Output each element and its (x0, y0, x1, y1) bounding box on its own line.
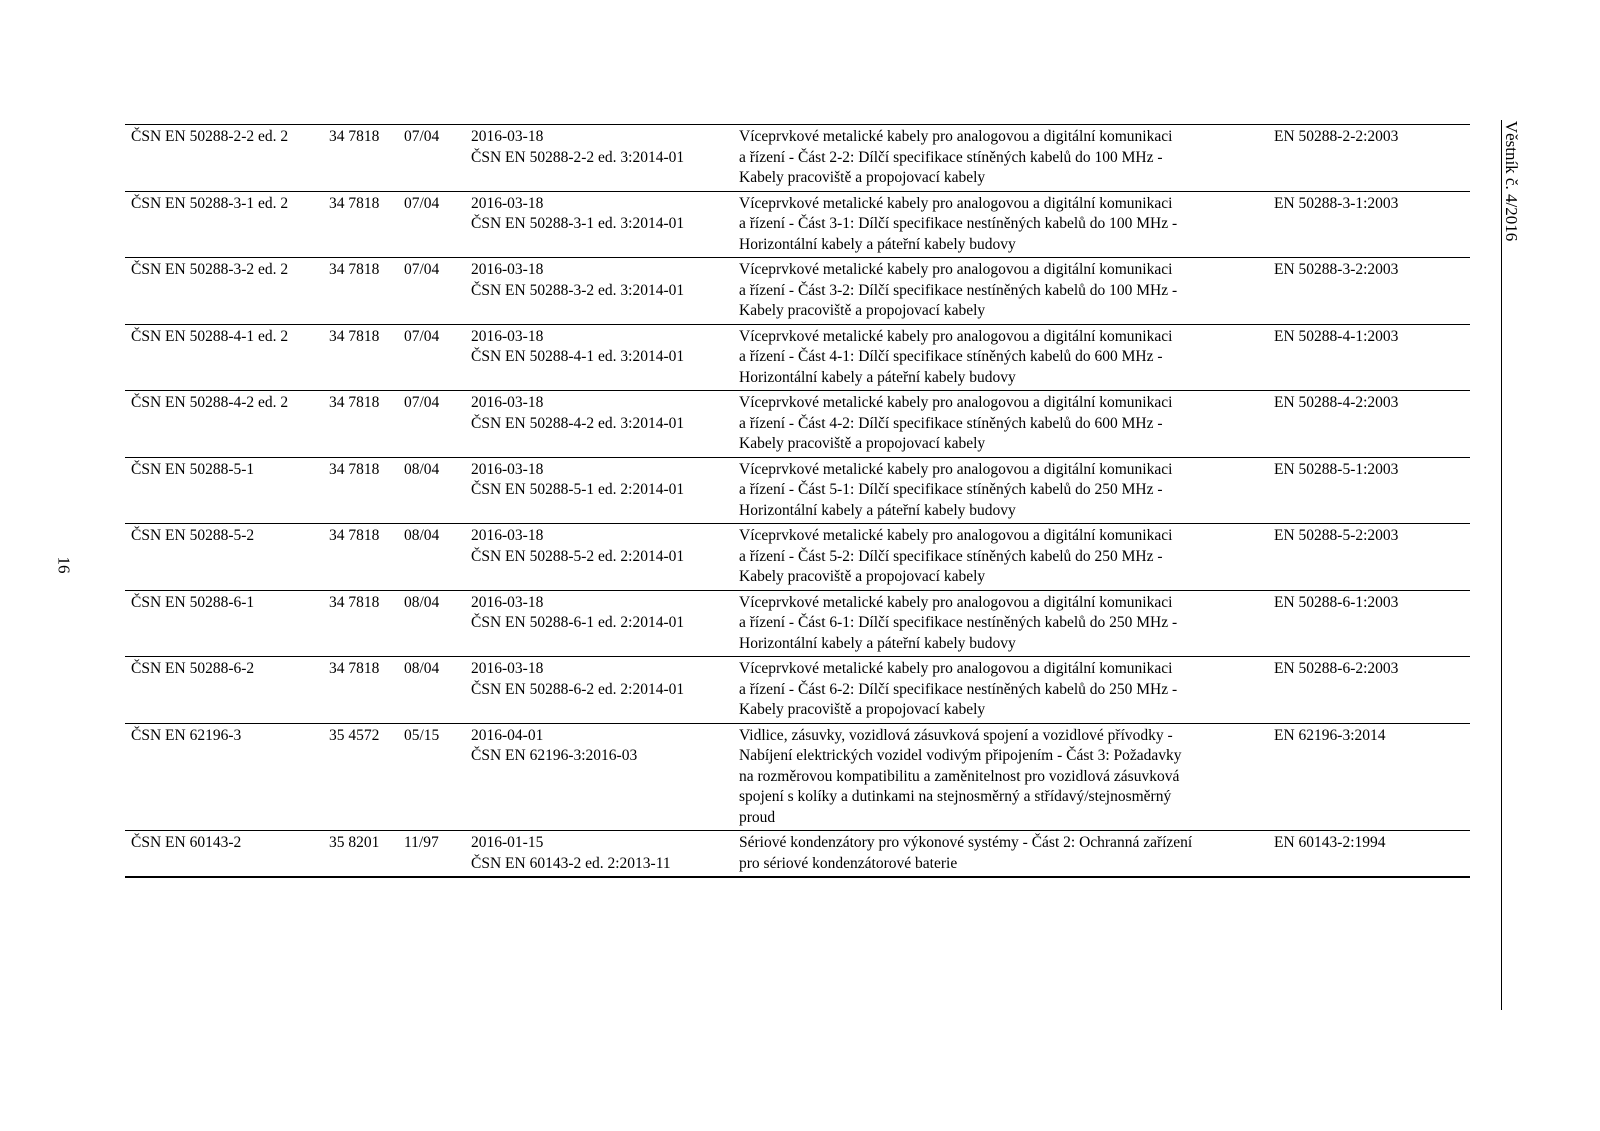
withdrawal-cell (465, 191, 733, 258)
standard-designation-cell: ČSN EN 50288-5-2 (131, 527, 255, 544)
issue-date-cell: 07/04 (404, 327, 440, 345)
description-line: Kabely pracoviště a propojovací kabely (739, 435, 986, 452)
classification-cell: 34 7818 (329, 527, 380, 544)
en-standard-cell: EN 50288-6-2:2003 (1274, 660, 1399, 677)
standard-designation-cell: ČSN EN 50288-4-2 ed. 2 (131, 394, 289, 411)
table-row (125, 590, 1470, 657)
classification-cell: 34 7818 (329, 394, 380, 411)
en-standard-cell: EN 50288-3-1:2003 (1274, 194, 1399, 212)
table-row (125, 391, 1470, 458)
withdrawal-cell (465, 125, 733, 192)
description-line: a řízení - Část 5-1: Dílčí specifikace stíněných kabelů do 250 MHz - (739, 481, 1163, 498)
replacement-standard: ČSN EN 62196-3:2016-03 (471, 747, 638, 764)
en-standard-cell: EN 50288-4-1:2003 (1274, 327, 1399, 345)
en-standard-cell: EN 50288-3-2:2003 (1274, 261, 1399, 278)
en-standard-cell: EN 50288-5-2:2003 (1274, 527, 1399, 544)
description-cell (733, 657, 1268, 724)
replacement-standard: ČSN EN 50288-4-2 ed. 3:2014-01 (471, 414, 685, 432)
description-line: a řízení - Část 2-2: Dílčí specifikace stíněných kabelů do 100 MHz - (739, 148, 1163, 166)
classification-cell: 34 7818 (329, 327, 380, 345)
replacement-standard: ČSN EN 50288-5-1 ed. 2:2014-01 (471, 481, 685, 498)
description-line: Kabely pracoviště a propojovací kabely (739, 568, 986, 585)
standard-designation-cell: ČSN EN 50288-2-2 ed. 2 (131, 128, 289, 145)
withdrawal-date: 2016-03-18 (471, 394, 544, 411)
description-line: a řízení - Část 3-2: Dílčí specifikace nestíněných kabelů do 100 MHz - (739, 281, 1178, 299)
table-row (125, 657, 1470, 724)
description-cell (733, 723, 1268, 831)
issue-date-cell: 05/15 (404, 726, 440, 744)
classification-cell: 34 7818 (329, 128, 380, 145)
description-cell (733, 457, 1268, 524)
description-line: Kabely pracoviště a propojovací kabely (739, 169, 986, 186)
en-standard-cell: EN 62196-3:2014 (1274, 726, 1386, 744)
replacement-standard: ČSN EN 60143-2 ed. 2:2013-11 (471, 854, 671, 872)
description-line: Víceprvkové metalické kabely pro analogovou a digitální komunikaci (739, 128, 1173, 145)
withdrawal-cell (465, 831, 733, 878)
en-standard-cell: EN 50288-6-1:2003 (1274, 593, 1399, 611)
standard-designation-cell: ČSN EN 50288-4-1 ed. 2 (131, 327, 289, 345)
table-row (125, 723, 1470, 831)
description-line: Vidlice, zásuvky, vozidlová zásuvková spojení a vozidlové přívodky - (739, 726, 1173, 744)
replacement-standard: ČSN EN 50288-3-1 ed. 3:2014-01 (471, 215, 685, 232)
description-cell (733, 191, 1268, 258)
description-line: Kabely pracoviště a propojovací kabely (739, 302, 986, 319)
standards-table-wrapper (125, 124, 1470, 878)
issue-date-cell: 08/04 (404, 527, 440, 544)
issue-date-cell: 07/04 (404, 394, 440, 411)
description-line: pro sériové kondenzátorové baterie (739, 854, 958, 872)
issue-date-cell: 08/04 (404, 593, 440, 611)
table-row (125, 457, 1470, 524)
withdrawal-date: 2016-03-18 (471, 660, 544, 677)
issue-date-cell: 07/04 (404, 261, 440, 278)
table-row (125, 258, 1470, 325)
description-cell (733, 324, 1268, 391)
withdrawal-cell (465, 524, 733, 591)
table-body (125, 125, 1470, 878)
withdrawal-date: 2016-01-15 (471, 834, 544, 851)
description-line: Víceprvkové metalické kabely pro analogovou a digitální komunikaci (739, 460, 1173, 478)
issue-date-cell: 07/04 (404, 128, 440, 145)
description-cell (733, 125, 1268, 192)
table-row (125, 524, 1470, 591)
description-line: a řízení - Část 4-2: Dílčí specifikace stíněných kabelů do 600 MHz - (739, 414, 1163, 432)
description-line: Horizontální kabely a páteřní kabely budovy (739, 235, 1016, 253)
withdrawal-date: 2016-03-18 (471, 128, 544, 145)
description-line: Víceprvkové metalické kabely pro analogovou a digitální komunikaci (739, 593, 1173, 611)
description-cell (733, 524, 1268, 591)
standard-designation-cell: ČSN EN 50288-6-1 (131, 593, 255, 611)
description-line: a řízení - Část 6-2: Dílčí specifikace nestíněných kabelů do 250 MHz - (739, 680, 1178, 698)
standard-designation-cell: ČSN EN 60143-2 (131, 834, 242, 851)
description-line: na rozměrovou kompatibilitu a zaměnitelnost pro vozidlová zásuvková (739, 767, 1180, 785)
replacement-standard: ČSN EN 50288-6-1 ed. 2:2014-01 (471, 614, 685, 631)
withdrawal-date: 2016-04-01 (471, 726, 544, 744)
description-line: Horizontální kabely a páteřní kabely budovy (739, 501, 1016, 519)
issue-date-cell: 11/97 (404, 834, 439, 851)
page-number: 16 (54, 556, 74, 574)
withdrawal-cell (465, 324, 733, 391)
table-row (125, 191, 1470, 258)
issue-date-cell: 08/04 (404, 460, 440, 478)
classification-cell: 34 7818 (329, 660, 380, 677)
description-line: Víceprvkové metalické kabely pro analogovou a digitální komunikaci (739, 660, 1173, 677)
withdrawal-cell (465, 657, 733, 724)
withdrawal-date: 2016-03-18 (471, 194, 544, 212)
issue-date-cell: 08/04 (404, 660, 440, 677)
issue-date-cell: 07/04 (404, 194, 440, 212)
description-line: proud (739, 808, 776, 826)
description-line: a řízení - Část 6-1: Dílčí specifikace nestíněných kabelů do 250 MHz - (739, 614, 1178, 631)
withdrawal-cell (465, 391, 733, 458)
replacement-standard: ČSN EN 50288-6-2 ed. 2:2014-01 (471, 680, 685, 698)
description-line: Nabíjení elektrických vozidel vodivým připojením - Část 3: Požadavky (739, 747, 1182, 764)
right-margin-rule (1501, 120, 1502, 1010)
withdrawal-date: 2016-03-18 (471, 261, 544, 278)
description-line: Víceprvkové metalické kabely pro analogovou a digitální komunikaci (739, 327, 1173, 345)
table-row (125, 324, 1470, 391)
replacement-standard: ČSN EN 50288-5-2 ed. 2:2014-01 (471, 547, 685, 565)
replacement-standard: ČSN EN 50288-4-1 ed. 3:2014-01 (471, 348, 685, 365)
withdrawal-cell (465, 723, 733, 831)
en-standard-cell: EN 50288-4-2:2003 (1274, 394, 1399, 411)
standard-designation-cell: ČSN EN 50288-5-1 (131, 460, 255, 478)
classification-cell: 34 7818 (329, 194, 380, 212)
classification-cell: 34 7818 (329, 593, 380, 611)
withdrawal-date: 2016-03-18 (471, 527, 544, 544)
description-line: spojení s kolíky a dutinkami na stejnosměrný a střídavý/stejnosměrný (739, 788, 1172, 805)
description-cell (733, 590, 1268, 657)
description-line: Horizontální kabely a páteřní kabely budovy (739, 368, 1016, 386)
description-line: a řízení - Část 5-2: Dílčí specifikace stíněných kabelů do 250 MHz - (739, 547, 1163, 565)
replacement-standard: ČSN EN 50288-2-2 ed. 3:2014-01 (471, 148, 685, 166)
classification-cell: 35 8201 (329, 834, 380, 851)
standard-designation-cell: ČSN EN 50288-3-1 ed. 2 (131, 194, 289, 212)
withdrawal-date: 2016-03-18 (471, 593, 544, 611)
description-line: Víceprvkové metalické kabely pro analogovou a digitální komunikaci (739, 261, 1173, 278)
description-line: Víceprvkové metalické kabely pro analogovou a digitální komunikaci (739, 527, 1173, 544)
description-line: Víceprvkové metalické kabely pro analogovou a digitální komunikaci (739, 194, 1173, 212)
description-line: Víceprvkové metalické kabely pro analogovou a digitální komunikaci (739, 394, 1173, 411)
classification-cell: 35 4572 (329, 726, 380, 744)
standard-designation-cell: ČSN EN 50288-3-2 ed. 2 (131, 261, 289, 278)
withdrawal-cell (465, 457, 733, 524)
description-line: Sériové kondenzátory pro výkonové systémy - Část 2: Ochranná zařízení (739, 834, 1193, 851)
standard-designation-cell: ČSN EN 50288-6-2 (131, 660, 255, 677)
withdrawal-date: 2016-03-18 (471, 460, 544, 478)
withdrawal-cell (465, 590, 733, 657)
description-line: Kabely pracoviště a propojovací kabely (739, 701, 986, 718)
en-standard-cell: EN 60143-2:1994 (1274, 834, 1386, 851)
withdrawal-cell (465, 258, 733, 325)
withdrawal-date: 2016-03-18 (471, 327, 544, 345)
standard-designation-cell: ČSN EN 62196-3 (131, 726, 242, 744)
description-line: a řízení - Část 3-1: Dílčí specifikace nestíněných kabelů do 100 MHz - (739, 215, 1178, 232)
description-cell (733, 391, 1268, 458)
description-cell (733, 831, 1268, 878)
classification-cell: 34 7818 (329, 460, 380, 478)
table-row (125, 125, 1470, 192)
description-line: Horizontální kabely a páteřní kabely budovy (739, 634, 1016, 652)
table-row (125, 831, 1470, 878)
standards-table (125, 124, 1470, 878)
replacement-standard: ČSN EN 50288-3-2 ed. 3:2014-01 (471, 281, 685, 299)
description-line: a řízení - Část 4-1: Dílčí specifikace stíněných kabelů do 600 MHz - (739, 348, 1163, 365)
journal-title: Věstník č. 4/2016 (1502, 120, 1521, 242)
en-standard-cell: EN 50288-2-2:2003 (1274, 128, 1399, 145)
description-cell (733, 258, 1268, 325)
en-standard-cell: EN 50288-5-1:2003 (1274, 460, 1399, 478)
classification-cell: 34 7818 (329, 261, 380, 278)
